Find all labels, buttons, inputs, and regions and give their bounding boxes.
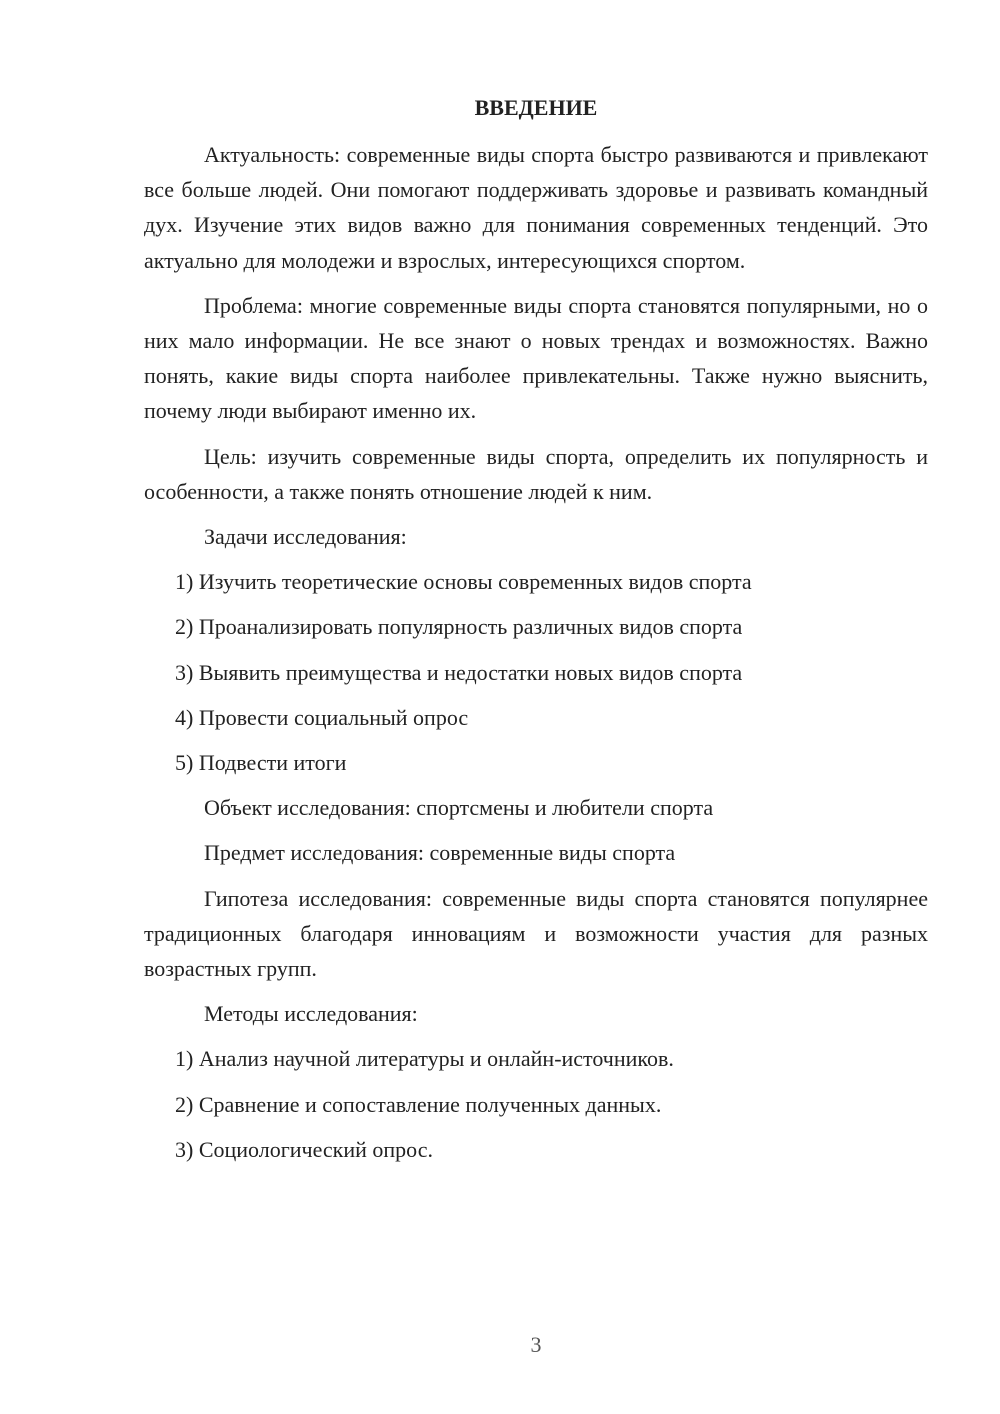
- method-item: 2) Сравнение и сопоставление полученных данных.: [175, 1091, 662, 1117]
- method-item: 1) Анализ научной литературы и онлайн-источников.: [175, 1046, 674, 1072]
- task-item: 5) Подвести итоги: [175, 750, 347, 776]
- problem-paragraph: Проблема: многие современные виды спорта становятся популярными, но о них мало информации. Не все знают о новых трендах и возможностях. Важно понять, какие виды спорта наиболее привлекательны. Также нужно выяснить, почему люди выбирают именно их.: [144, 292, 928, 424]
- task-item: 3) Выявить преимущества и недостатки новых видов спорта: [175, 659, 743, 685]
- method-item: 3) Социологический опрос.: [175, 1136, 433, 1162]
- task-item: 4) Провести социальный опрос: [175, 704, 469, 730]
- section-title: ВВЕДЕНИЕ: [474, 95, 598, 120]
- page-content: [144, 90, 928, 1177]
- hypothesis-paragraph: Гипотеза исследования: современные виды спорта становятся популярнее традиционных благодаря инновациям и возможности участия для разных возрастных групп.: [144, 885, 928, 982]
- tasks-heading: Задачи исследования:: [204, 524, 407, 550]
- task-item: 1) Изучить теоретические основы современных видов спорта: [175, 569, 752, 595]
- goal-paragraph: Цель: изучить современные виды спорта, определить их популярность и особенности, а также понять отношение людей к ним.: [144, 443, 928, 504]
- research-object: Объект исследования: спортсмены и любители спорта: [204, 795, 714, 821]
- relevance-paragraph: Актуальность: современные виды спорта быстро развиваются и привлекают все больше людей. Они помогают поддерживать здоровье и развивать командный дух. Изучение этих видов важно для понимания современных тенденций. Это актуально для молодежи и взрослых, интересующихся спортом.: [144, 142, 928, 273]
- page-number: 3: [530, 1332, 542, 1357]
- methods-heading: Методы исследования:: [204, 1001, 418, 1027]
- task-item: 2) Проанализировать популярность различных видов спорта: [175, 614, 743, 640]
- research-subject: Предмет исследования: современные виды спорта: [204, 840, 676, 866]
